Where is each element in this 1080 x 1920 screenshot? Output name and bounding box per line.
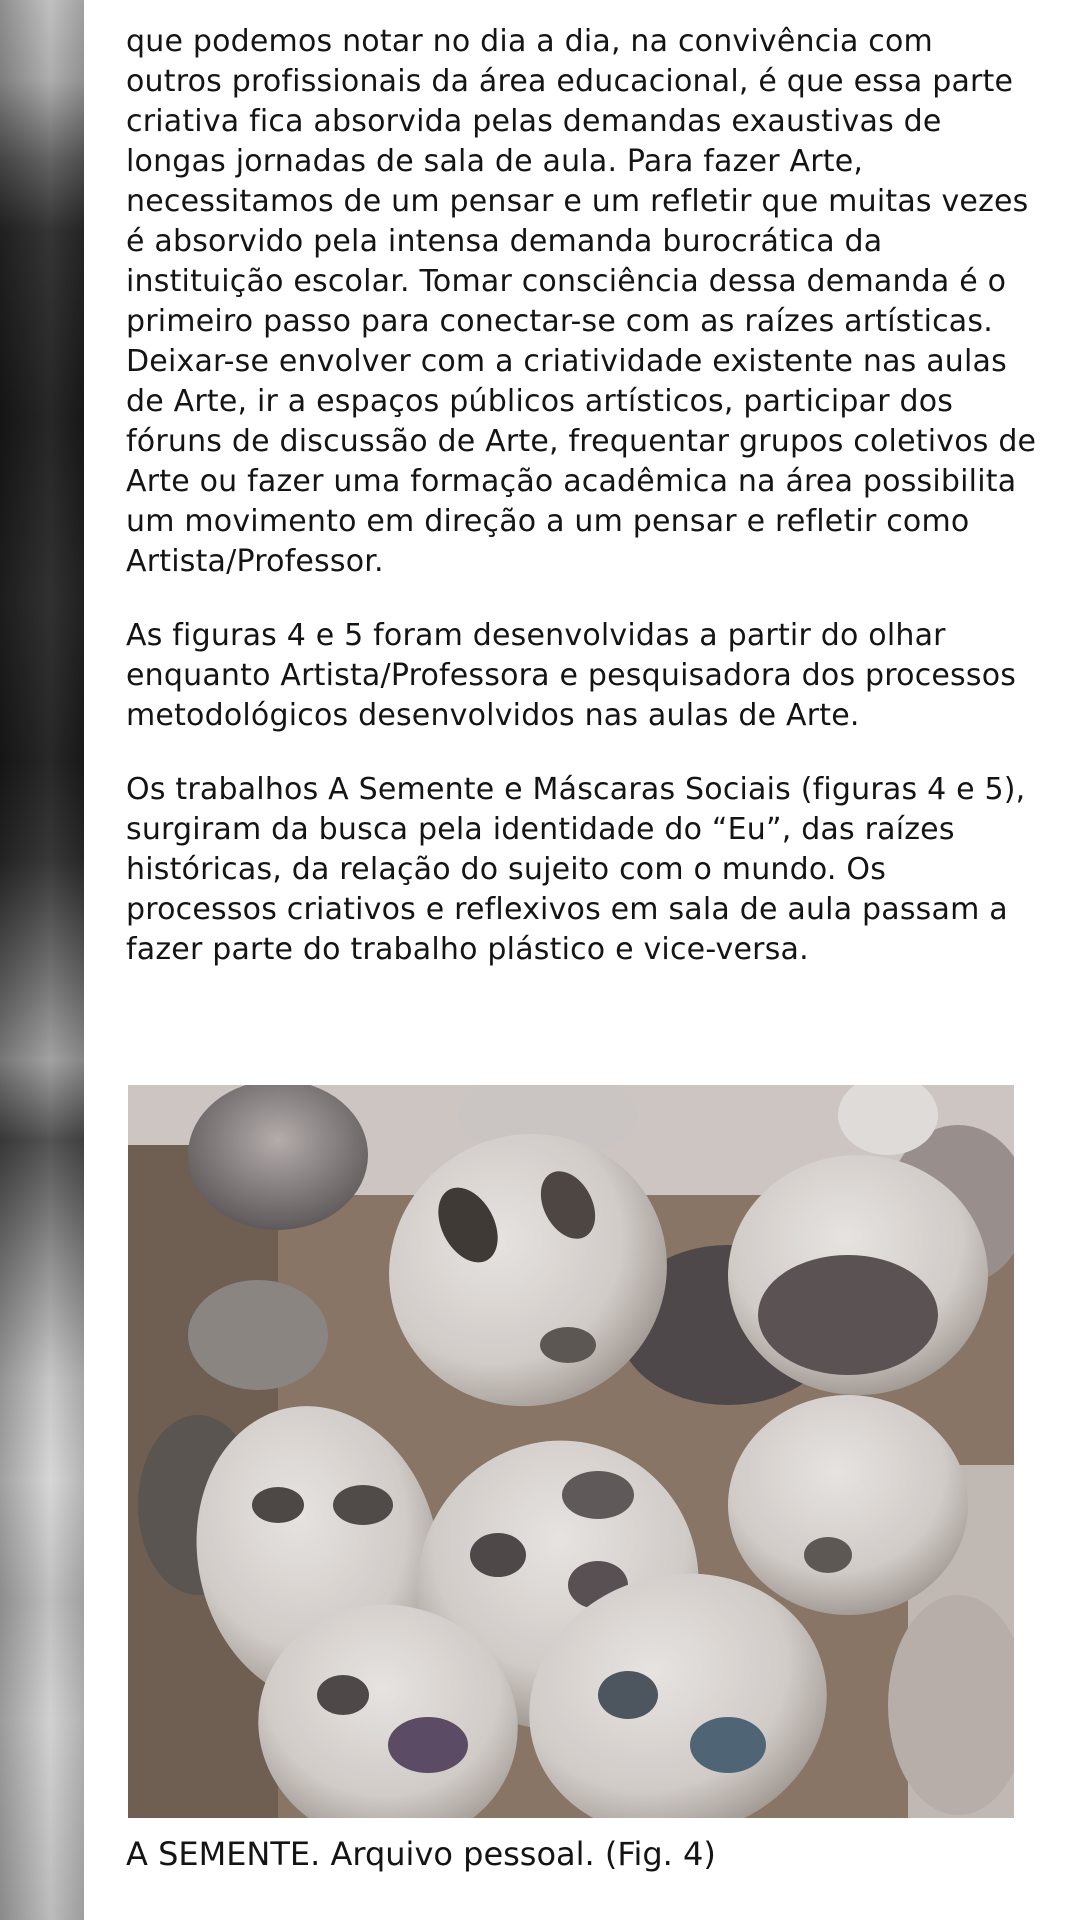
side-strip-shade [0,0,84,1920]
figure-caption: A SEMENTE. Arquivo pessoal. (Fig. 4) [126,1835,716,1873]
paragraph-1: que podemos notar no dia a dia, na convivência com outros profissionais da área educacional, é que essa parte criativa fica absorvida pelas demandas exaustivas de longas jornadas de sala de aula. Para fazer Arte, necessitamos de um pensar e um refletir que muitas vezes é absorvido pela intensa demanda burocrática da instituição escolar. Tomar consciência dessa demanda é o primeiro passo para conectar-se com as raízes artísticas. Deixar-se envolver com a criatividade existente nas aulas de Arte, ir a espaços públicos artísticos, participar dos fóruns de discussão de Arte, frequentar grupos coletivos de Arte ou fazer uma formação acadêmica na área possibilita um movimento em direção a um pensar e refletir como Artista/Professor. [126,24,1037,579]
paragraph-3: Os trabalhos A Semente e Máscaras Sociais (figuras 4 e 5), surgiram da busca pela identidade do “Eu”, das raízes históricas, da relação do sujeito com o mundo. Os processos criativos e reflexivos em sala de aula passam a fazer parte do trabalho plástico e vice-versa. [126,772,1026,967]
side-photo-strip [0,0,84,1920]
paragraph-2: As figuras 4 e 5 foram desenvolvidas a partir do olhar enquanto Artista/Professora e pesquisadora dos processos metodológicos desenvolvidos nas aulas de Arte. [126,618,1017,733]
masks-illustration [128,1085,1014,1818]
article-body [126,22,1038,970]
figure-masks-photo [128,1085,1014,1818]
